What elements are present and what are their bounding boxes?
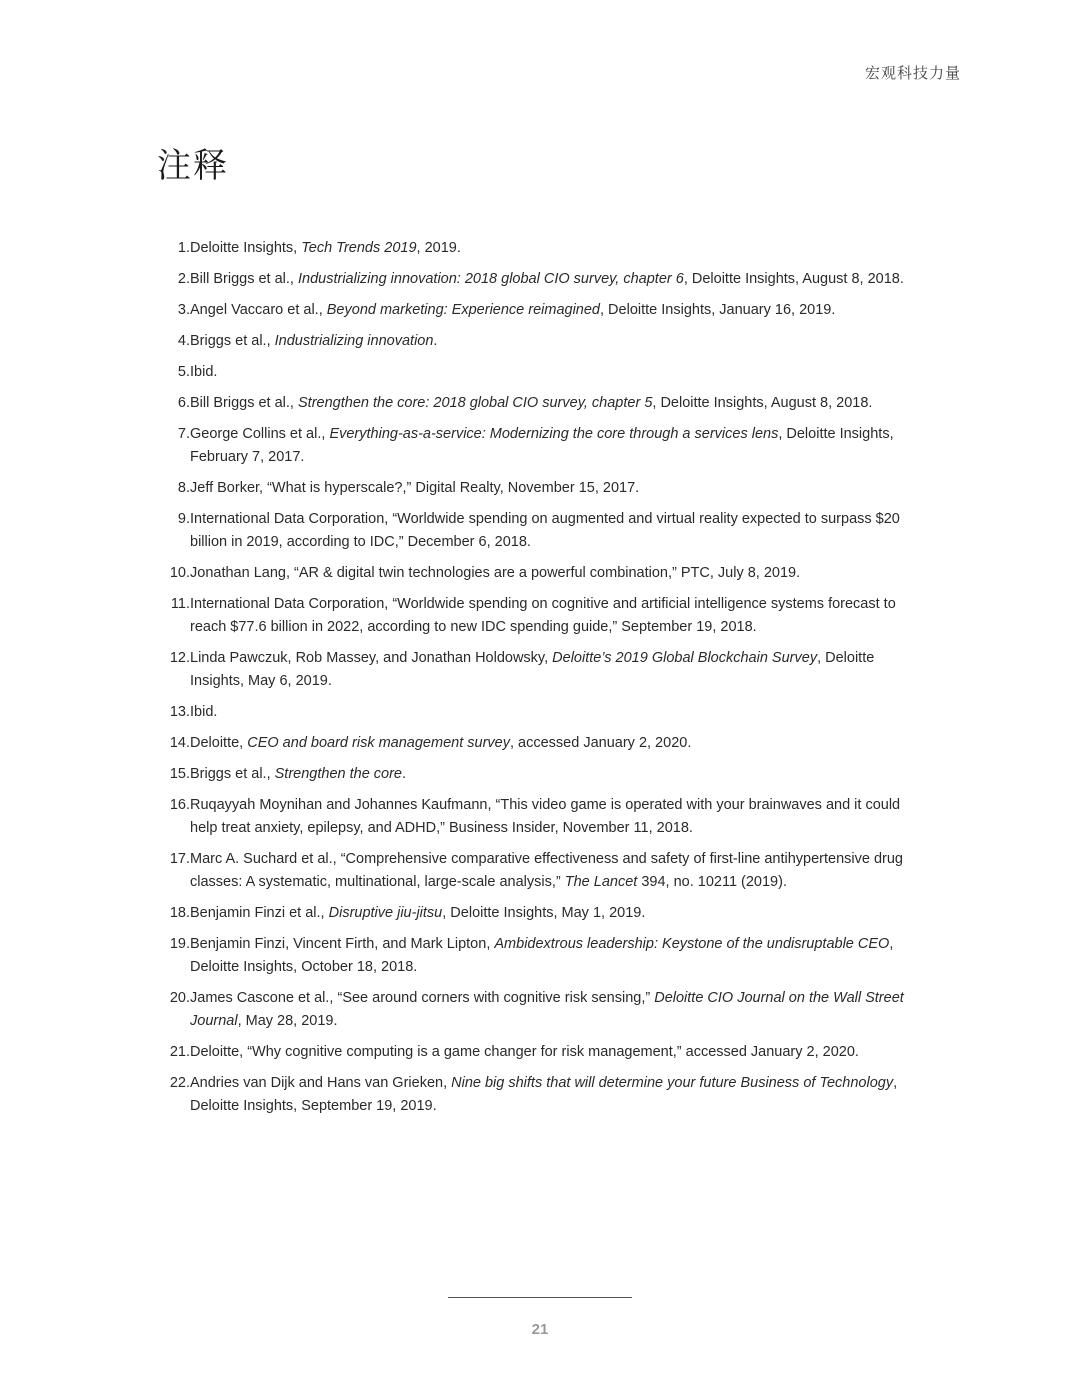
note-number-label: 20. bbox=[169, 990, 190, 1006]
note-item bbox=[157, 647, 927, 693]
note-text bbox=[190, 701, 927, 724]
note-text bbox=[190, 268, 927, 291]
note-number bbox=[157, 477, 190, 500]
note-number-label: 4. bbox=[177, 333, 190, 349]
note-item bbox=[157, 593, 927, 639]
note-text bbox=[190, 237, 927, 260]
note-item bbox=[157, 701, 927, 724]
note-item bbox=[157, 763, 927, 786]
note-text-segment: , May 28, 2019. bbox=[237, 1013, 338, 1029]
note-title-italic: Industrializing innovation bbox=[274, 333, 434, 349]
note-text-segment: , Deloitte Insights, May 1, 2019. bbox=[442, 905, 646, 921]
note-text bbox=[190, 1041, 927, 1064]
note-text bbox=[190, 562, 927, 585]
note-text-segment: , Deloitte Insights, August 8, 2018. bbox=[683, 271, 904, 287]
note-number bbox=[157, 392, 190, 415]
note-number bbox=[157, 562, 190, 585]
note-item bbox=[157, 477, 927, 500]
note-text-segment: Deloitte, “Why cognitive computing is a game changer for risk management,” accessed January 2, 2020. bbox=[190, 1044, 859, 1060]
note-title-italic: Strengthen the core bbox=[274, 766, 402, 782]
note-number-label: 2. bbox=[177, 271, 190, 287]
note-title-italic: Everything-as-a-service: Modernizing the core through a services lens bbox=[329, 426, 779, 442]
note-text bbox=[190, 763, 927, 786]
note-text-segment: Bill Briggs et al., bbox=[190, 271, 298, 287]
note-title-italic: Tech Trends 2019 bbox=[301, 240, 417, 256]
note-text bbox=[190, 477, 927, 500]
note-text-segment: Bill Briggs et al., bbox=[190, 395, 298, 411]
note-item bbox=[157, 361, 927, 384]
note-text-segment: Andries van Dijk and Hans van Grieken, bbox=[190, 1075, 452, 1091]
note-item bbox=[157, 237, 927, 260]
note-number-label: 21. bbox=[169, 1044, 190, 1060]
note-text-segment: Ibid. bbox=[190, 704, 218, 720]
note-number bbox=[157, 361, 190, 384]
note-number-label: 3. bbox=[177, 302, 190, 318]
note-text-segment: , Deloitte Insights, September 19, 2019. bbox=[190, 1075, 898, 1114]
note-text bbox=[190, 593, 927, 639]
note-text-segment: , Deloitte Insights, August 8, 2018. bbox=[652, 395, 873, 411]
note-title-italic: Strengthen the core: 2018 global CIO survey, chapter 5 bbox=[298, 395, 653, 411]
note-title-italic: CEO and board risk management survey bbox=[247, 735, 510, 751]
note-text-segment: International Data Corporation, “Worldwide spending on augmented and virtual reality expected to surpass $20 billion in 2019, according to IDC,” December 6, 2018. bbox=[190, 511, 900, 550]
note-item bbox=[157, 330, 927, 353]
note-text bbox=[190, 423, 927, 469]
note-text-segment: Jeff Borker, “What is hyperscale?,” Digital Realty, November 15, 2017. bbox=[190, 480, 640, 496]
note-number-label: 8. bbox=[177, 480, 190, 496]
note-number-label: 15. bbox=[169, 766, 190, 782]
note-text bbox=[190, 647, 927, 693]
note-number-label: 14. bbox=[169, 735, 190, 751]
note-text-segment: Ruqayyah Moynihan and Johannes Kaufmann, “This video game is operated with your brainwaves and it could help treat anxiety, epilepsy, and ADHD,” Business Insider, November 11, 2018. bbox=[190, 797, 901, 836]
note-title-italic: Deloitte’s 2019 Global Blockchain Survey bbox=[552, 650, 818, 666]
note-number-label: 7. bbox=[177, 426, 190, 442]
note-text-segment: George Collins et al., bbox=[190, 426, 330, 442]
note-number bbox=[157, 763, 190, 786]
note-item bbox=[157, 902, 927, 925]
note-number bbox=[157, 732, 190, 755]
note-text-segment: , Deloitte Insights, May 6, 2019. bbox=[190, 650, 875, 689]
note-item bbox=[157, 1041, 927, 1064]
note-text-segment: James Cascone et al., “See around corners with cognitive risk sensing,” bbox=[190, 990, 655, 1006]
note-text-segment: , Deloitte Insights, January 16, 2019. bbox=[600, 302, 836, 318]
note-number bbox=[157, 593, 190, 616]
note-number-label: 18. bbox=[169, 905, 190, 921]
note-number bbox=[157, 933, 190, 956]
note-number bbox=[157, 848, 190, 871]
note-text-segment: Marc A. Suchard et al., “Comprehensive comparative effectiveness and safety of first-line antihypertensive drug classes: A systematic, multinational, large-scale analysis,” bbox=[190, 851, 903, 890]
note-item bbox=[157, 848, 927, 894]
note-item bbox=[157, 732, 927, 755]
note-number bbox=[157, 987, 190, 1010]
note-text-segment: Ibid. bbox=[190, 364, 218, 380]
note-text-segment: International Data Corporation, “Worldwide spending on cognitive and artificial intelligence systems forecast to reach $77.6 billion in 2022, according to new IDC spending guide,” September 19, 2018. bbox=[190, 596, 896, 635]
note-number-label: 9. bbox=[177, 511, 190, 527]
note-number-label: 19. bbox=[169, 936, 190, 952]
notes-list bbox=[157, 237, 927, 1126]
note-number bbox=[157, 647, 190, 670]
note-text-segment: Jonathan Lang, “AR & digital twin technologies are a powerful combination,” PTC, July 8, 2019. bbox=[190, 565, 801, 581]
note-text-segment: Benjamin Finzi, Vincent Firth, and Mark Lipton, bbox=[190, 936, 495, 952]
note-text bbox=[190, 794, 927, 840]
note-item bbox=[157, 1072, 927, 1118]
footer-divider bbox=[448, 1297, 632, 1298]
note-text bbox=[190, 392, 927, 415]
note-number-label: 11. bbox=[170, 596, 190, 612]
note-text-segment: Briggs et al., bbox=[190, 766, 275, 782]
note-text bbox=[190, 902, 927, 925]
note-title-italic: Ambidextrous leadership: Keystone of the undisruptable CEO bbox=[494, 936, 890, 952]
note-text-segment: Deloitte Insights, bbox=[190, 240, 302, 256]
note-number-label: 17. bbox=[169, 851, 190, 867]
note-number bbox=[157, 1041, 190, 1064]
note-number bbox=[157, 299, 190, 322]
note-text-segment: , Deloitte Insights, February 7, 2017. bbox=[190, 426, 894, 465]
note-text bbox=[190, 848, 927, 894]
note-text-segment: , Deloitte Insights, October 18, 2018. bbox=[190, 936, 894, 975]
note-text-segment: Angel Vaccaro et al., bbox=[190, 302, 327, 318]
note-number-label: 10. bbox=[169, 565, 190, 581]
note-text bbox=[190, 732, 927, 755]
note-title-italic: Industrializing innovation: 2018 global CIO survey, chapter 6 bbox=[298, 271, 684, 287]
note-title-italic: Disruptive jiu-jitsu bbox=[328, 905, 443, 921]
note-text bbox=[190, 299, 927, 322]
note-text bbox=[190, 508, 927, 554]
note-number-label: 22. bbox=[169, 1075, 190, 1091]
note-text bbox=[190, 361, 927, 384]
note-text-segment: . bbox=[402, 766, 407, 782]
note-number bbox=[157, 508, 190, 531]
note-number bbox=[157, 268, 190, 291]
note-number-label: 1. bbox=[177, 240, 190, 256]
note-number bbox=[157, 423, 190, 446]
note-number-label: 5. bbox=[177, 364, 190, 380]
note-number-label: 12. bbox=[169, 650, 190, 666]
note-item bbox=[157, 268, 927, 291]
header-label: 宏观科技力量 bbox=[864, 65, 961, 82]
note-text-segment: Briggs et al., bbox=[190, 333, 275, 349]
note-title-italic: Beyond marketing: Experience reimagined bbox=[326, 302, 600, 318]
note-number bbox=[157, 701, 190, 724]
note-title-italic: The Lancet bbox=[564, 874, 638, 890]
note-number bbox=[157, 794, 190, 817]
note-number-label: 6. bbox=[177, 395, 190, 411]
note-item bbox=[157, 299, 927, 322]
note-text-segment: , 2019. bbox=[416, 240, 461, 256]
note-item bbox=[157, 794, 927, 840]
note-number-label: 16. bbox=[169, 797, 190, 813]
note-item bbox=[157, 933, 927, 979]
note-item bbox=[157, 987, 927, 1033]
note-number bbox=[157, 330, 190, 353]
note-item bbox=[157, 562, 927, 585]
note-text-segment: . bbox=[433, 333, 438, 349]
note-number bbox=[157, 1072, 190, 1095]
note-title-italic: Deloitte CIO Journal on the Wall Street Journal bbox=[190, 990, 904, 1029]
note-text-segment: , accessed January 2, 2020. bbox=[509, 735, 692, 751]
note-text bbox=[190, 987, 927, 1033]
note-title-italic: Nine big shifts that will determine your future Business of Technology bbox=[451, 1075, 894, 1091]
note-text bbox=[190, 330, 927, 353]
note-text-segment: 394, no. 10211 (2019). bbox=[637, 874, 787, 890]
note-item bbox=[157, 423, 927, 469]
note-text-segment: Deloitte, bbox=[190, 735, 248, 751]
note-text bbox=[190, 933, 927, 979]
note-number bbox=[157, 902, 190, 925]
page-number: 21 bbox=[531, 1321, 549, 1338]
page-title: 注释 bbox=[157, 147, 229, 185]
note-item bbox=[157, 508, 927, 554]
note-text-segment: Linda Pawczuk, Rob Massey, and Jonathan Holdowsky, bbox=[190, 650, 553, 666]
note-item bbox=[157, 392, 927, 415]
note-number-label: 13. bbox=[169, 704, 190, 720]
note-number bbox=[157, 237, 190, 260]
note-text-segment: Benjamin Finzi et al., bbox=[190, 905, 329, 921]
note-text bbox=[190, 1072, 927, 1118]
